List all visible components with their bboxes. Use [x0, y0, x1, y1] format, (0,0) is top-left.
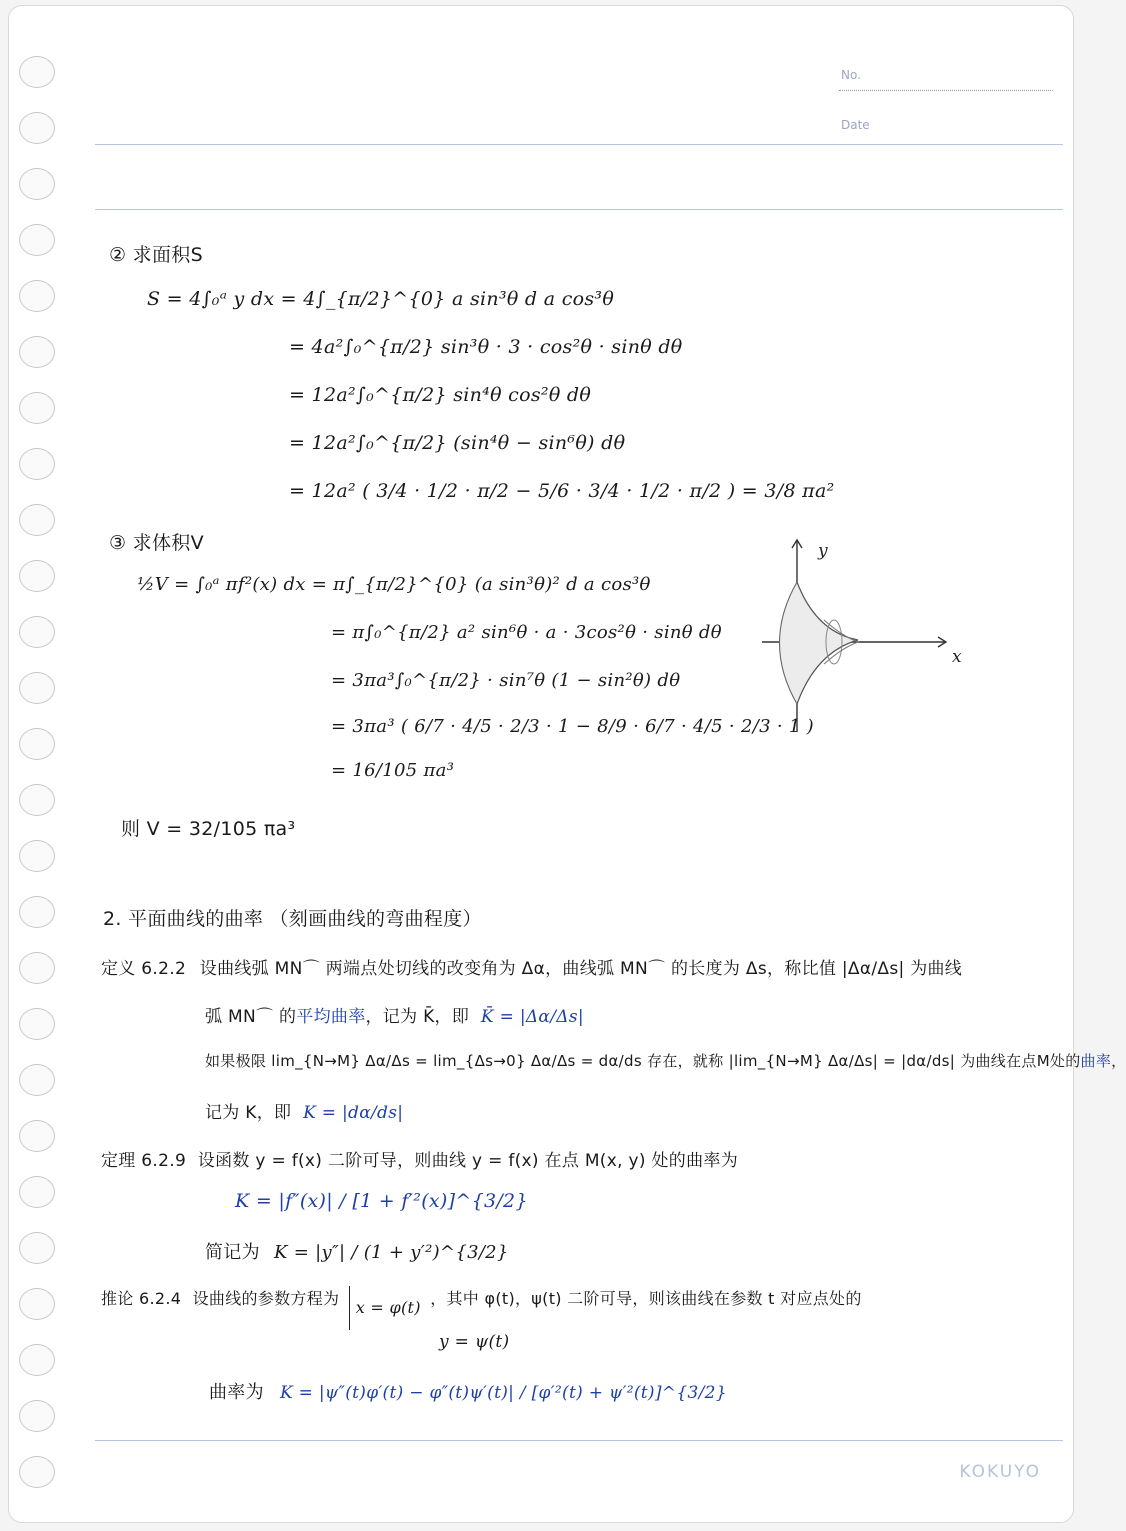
binder-hole	[19, 1456, 55, 1488]
binder-hole	[19, 1344, 55, 1376]
volume-line-4: = 3πa³ ( 6/7 · 4/5 · 2/3 · 1 − 8/9 · 6/7 · 4/5 · 2/3 · 1 )	[331, 716, 815, 737]
binder-hole	[19, 504, 55, 536]
section-title: 2. 平面曲线的曲率 （刻画曲线的弯曲程度）	[103, 908, 482, 930]
volume-line-2: = π∫₀^{π/2} a² sin⁶θ · a · 3cos²θ · sinθ dθ	[331, 622, 722, 643]
notebook-page	[8, 5, 1126, 1523]
definition-label: 定义 6.2.2	[101, 959, 187, 979]
theorem-line	[101, 1146, 738, 1171]
binder-hole	[19, 392, 55, 424]
kokuyo-logo: KOKUYO	[959, 1462, 1041, 1482]
corollary-curvature-label: 曲率为	[209, 1382, 264, 1403]
area-line-5: = 12a² ( 3/4 · 1/2 · π/2 − 5/6 · 3/4 · 1/2 · π/2 ) = 3/8 πa²	[289, 480, 835, 502]
average-curvature-term: 平均曲率	[296, 1007, 366, 1027]
astroid-profile	[797, 582, 858, 704]
binder-hole	[19, 1288, 55, 1320]
volume-line-1: ½V = ∫₀ᵃ πf²(x) dx = π∫_{π/2}^{0} (a sin³θ)² d a cos³θ	[137, 574, 651, 595]
parametric-y: y = ψ(t)	[439, 1332, 510, 1352]
binder-hole	[19, 112, 55, 144]
theorem-formula: K = |f″(x)| / [1 + f′²(x)]^{3/2}	[235, 1190, 528, 1212]
curvature-term: 曲率	[1080, 1052, 1112, 1070]
definition-line-2: 弧 MN⌒ 的平均曲率，记为 K̄，即 K̄ = |Δα/Δs|	[205, 1007, 584, 1027]
average-curvature-formula: K̄ = |Δα/Δs|	[480, 1007, 584, 1027]
binder-hole	[19, 168, 55, 200]
ruled-line	[95, 209, 1063, 210]
binder-hole	[19, 784, 55, 816]
corollary-line: 推论 6.2.4 设曲线的参数方程为 x = φ(t) ，其中 φ(t)，ψ(t) 二阶可导，则该曲线在参数 t 对应点处的	[101, 1286, 862, 1330]
volume-heading: ③ 求体积V	[109, 532, 204, 554]
curvature-formula: K = |dα/ds|	[303, 1103, 404, 1123]
binder-hole	[19, 1400, 55, 1432]
limit-line: 如果极限 lim_{N→M} Δα/Δs = lim_{Δs→0} Δα/Δs = dα/ds 存在，就称 |lim_{N→M} Δα/Δs| = |dα/ds| 为曲线在点M处的曲率，	[205, 1052, 1126, 1070]
parametric-x: x = φ(t)	[355, 1298, 421, 1317]
binder-hole	[19, 728, 55, 760]
binder-hole	[19, 56, 55, 88]
binder-hole	[19, 1232, 55, 1264]
binder-hole	[19, 280, 55, 312]
binder-hole	[19, 952, 55, 984]
limit-line-2: 记为 K，即 K = |dα/ds|	[205, 1103, 404, 1123]
volume-line-5: = 16/105 πa³	[331, 760, 455, 781]
corollary-formula: K = |ψ″(t)φ′(t) − φ″(t)ψ′(t)| / [φ′²(t) + ψ′²(t)]^{3/2}	[279, 1383, 727, 1403]
binder-hole	[19, 672, 55, 704]
short-form-label: 简记为	[205, 1242, 260, 1263]
no-dotted-line	[839, 90, 1053, 91]
binder-hole	[19, 1008, 55, 1040]
area-line-1: S = 4∫₀ᵃ y dx = 4∫_{π/2}^{0} a sin³θ d a cos³θ	[147, 288, 615, 310]
short-form-formula: K = |y″| / (1 + y′²)^{3/2}	[273, 1242, 509, 1263]
ruled-line	[95, 144, 1063, 145]
area-line-4: = 12a²∫₀^{π/2} (sin⁴θ − sin⁶θ) dθ	[289, 432, 626, 454]
corollary-curvature-line	[209, 1378, 727, 1404]
volume-line-3: = 3πa³∫₀^{π/2} · sin⁷θ (1 − sin²θ) dθ	[331, 670, 681, 691]
date-label: Date	[841, 118, 870, 132]
binder-hole	[19, 224, 55, 256]
binder-hole	[19, 1120, 55, 1152]
parametric-system	[349, 1286, 421, 1330]
definition-line-1	[101, 954, 962, 979]
volume-result: 则 V = 32/105 πa³	[121, 818, 296, 840]
binder-hole	[19, 336, 55, 368]
binder-hole	[19, 560, 55, 592]
ruled-line	[95, 1440, 1063, 1441]
astroid-revolution-sketch	[754, 532, 964, 742]
binder-hole	[19, 1064, 55, 1096]
theorem-label: 定理 6.2.9	[101, 1151, 187, 1171]
binder-hole	[19, 616, 55, 648]
area-heading: ② 求面积S	[109, 244, 203, 266]
revolution-surface-edge	[780, 582, 798, 704]
area-line-2: = 4a²∫₀^{π/2} sin³θ · 3 · cos²θ · sinθ dθ	[289, 336, 683, 358]
theorem-text: 设函数 y = f(x) 二阶可导，则曲线 y = f(x) 在点 M(x, y) 处的曲率为	[197, 1151, 739, 1171]
binder-hole	[19, 1176, 55, 1208]
binder-holes	[19, 46, 63, 1486]
short-form-line	[205, 1238, 509, 1264]
no-label: No.	[841, 68, 861, 82]
binder-hole	[19, 840, 55, 872]
x-axis-label: x	[952, 647, 962, 667]
area-line-3: = 12a²∫₀^{π/2} sin⁴θ cos²θ dθ	[289, 384, 592, 406]
binder-hole	[19, 896, 55, 928]
y-axis-label: y	[818, 541, 828, 561]
binder-hole	[19, 448, 55, 480]
definition-text: 设曲线弧 MN⌒ 两端点处切线的改变角为 Δα，曲线弧 MN⌒ 的长度为 Δs，称比值 |Δα/Δs| 为曲线	[199, 959, 963, 979]
corollary-label: 推论 6.2.4	[101, 1289, 182, 1308]
